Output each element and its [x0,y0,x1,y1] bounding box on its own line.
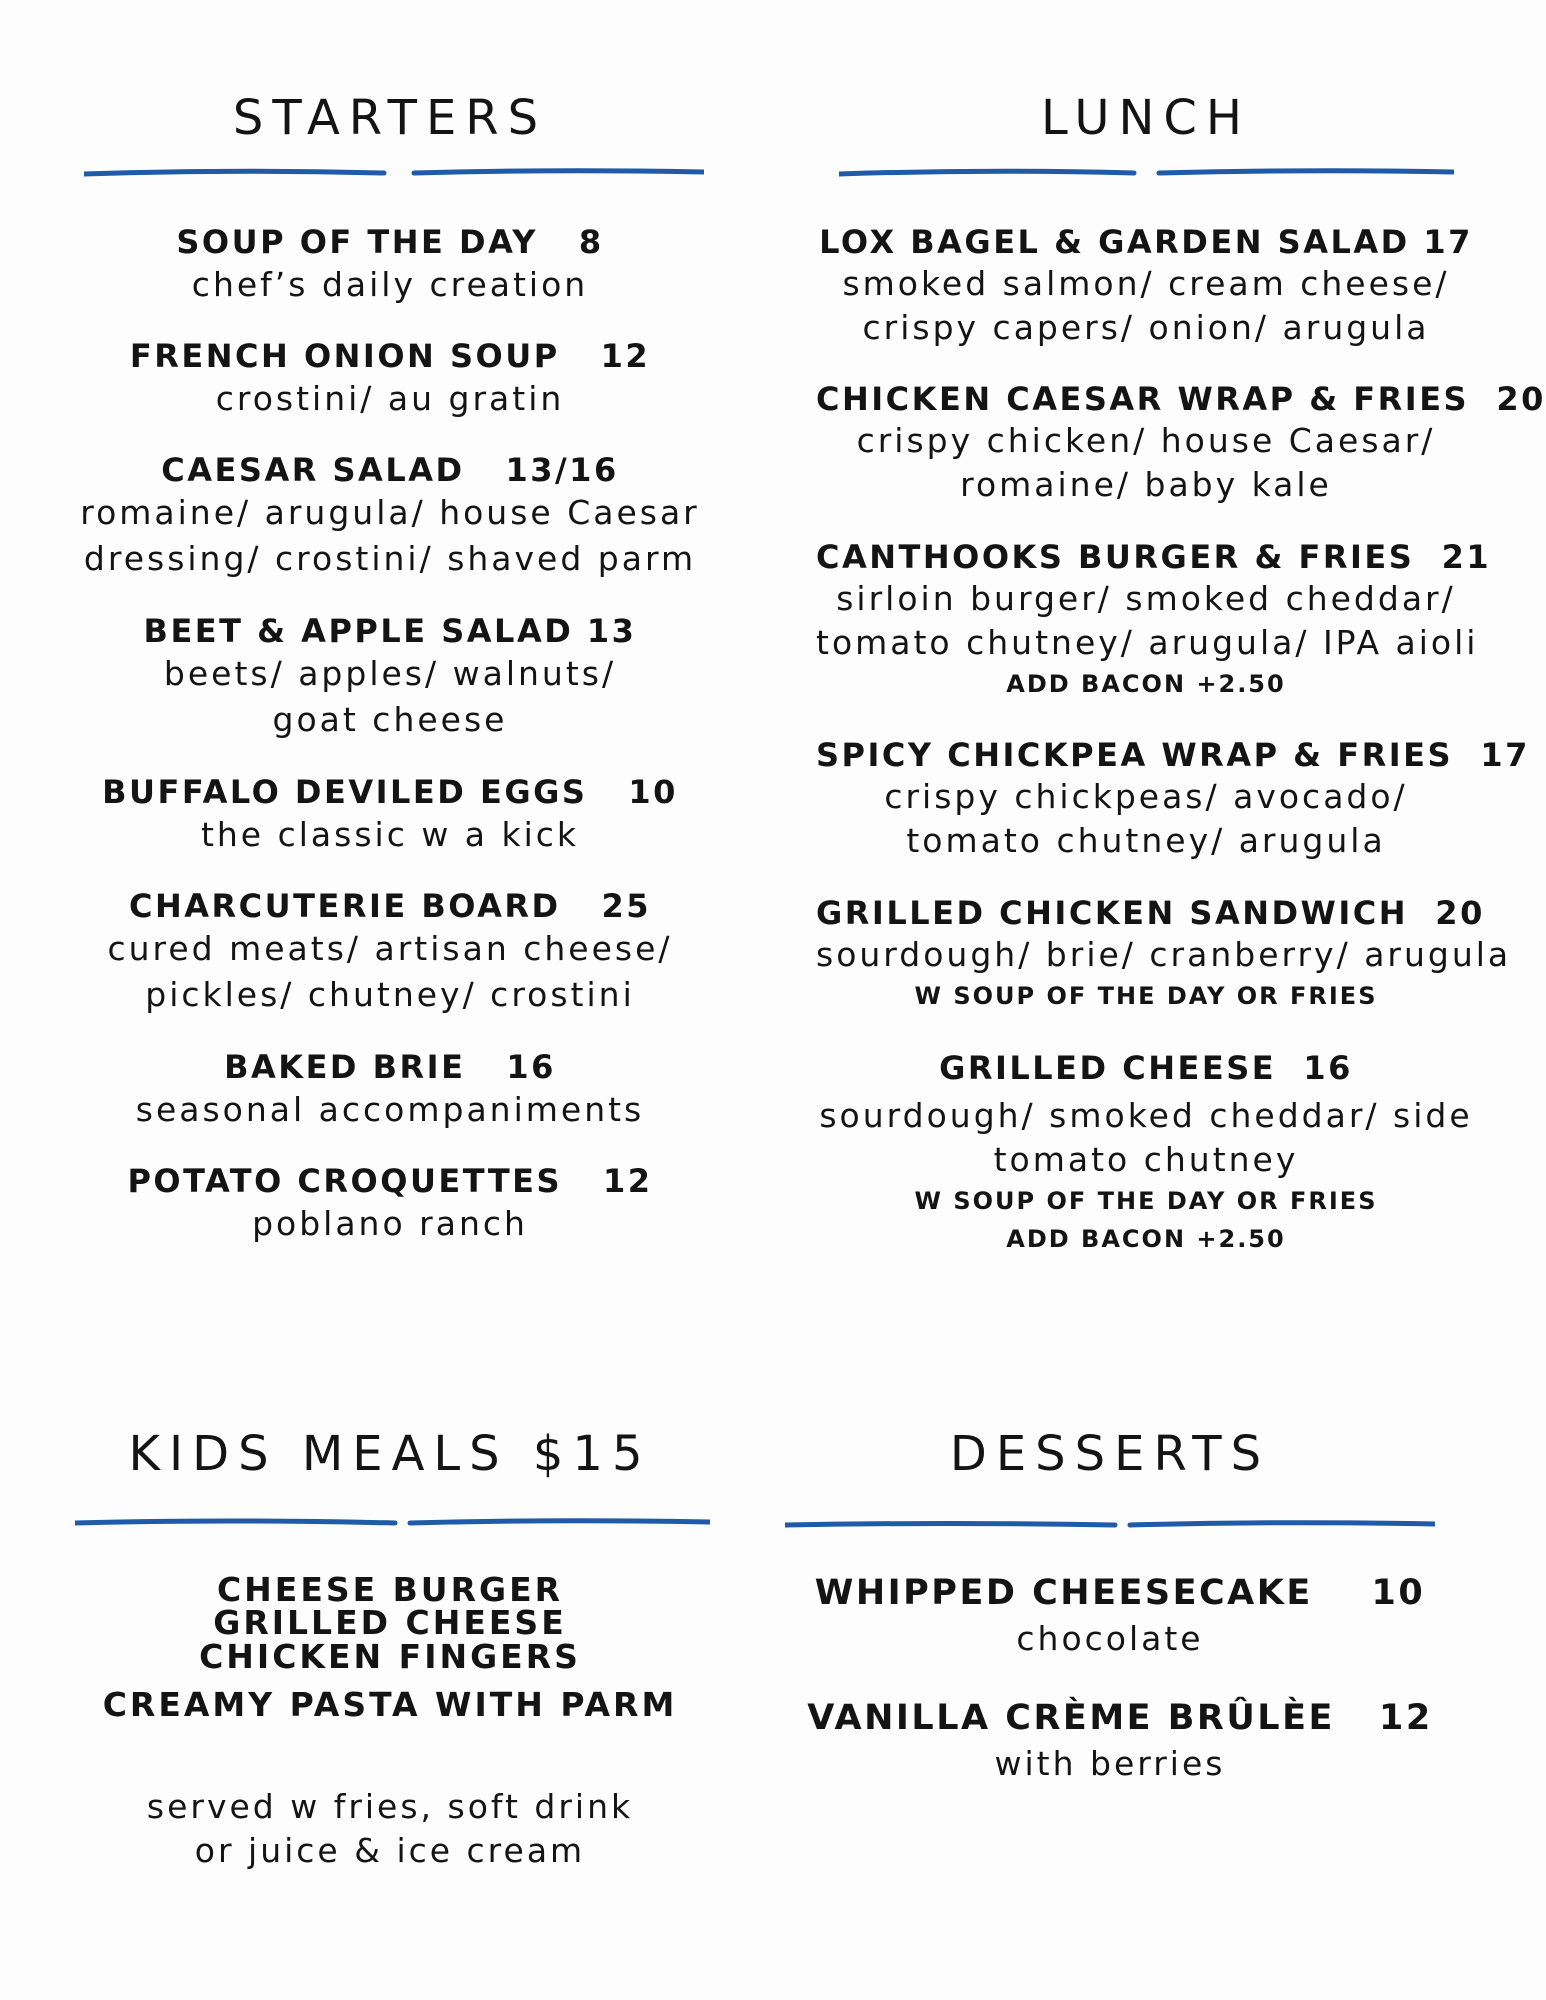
kids-divider [75,1517,710,1529]
item-name: BUFFALO DEVILED EGGS 10 [102,773,678,811]
desserts-section [780,1400,1440,1900]
kids-item: CREAMY PASTA WITH PARM [102,1685,678,1724]
kids-served-with: served w fries, soft drink or juice & ice cream [146,1787,634,1870]
item-description: sourdough/ smoked cheddar/ side tomato chutney [819,1096,1473,1179]
starter-item [70,222,710,308]
item-description: beets/ apples/ walnuts/ goat cheese [163,654,617,739]
item-name: GRILLED CHEESE 16 [939,1049,1353,1087]
item-name: SPICY CHICKPEA WRAP & FRIES 17 [816,736,1530,774]
item-description: smoked salmon/ cream cheese/ crispy capers/ onion/ arugula [842,264,1450,347]
item-note: W SOUP OF THE DAY OR FRIES [914,1187,1378,1215]
item-description: chocolate [1016,1619,1204,1658]
desserts-title: DESSERTS [949,1426,1271,1482]
item-name: BAKED BRIE 16 [224,1048,556,1086]
kids-item: CHEESE BURGER [216,1570,564,1609]
starter-item [70,450,710,582]
item-description: crostini/ au gratin [215,379,565,418]
starter-item [70,1161,710,1247]
item-name: CHARCUTERIE BOARD 25 [128,887,652,925]
item-description: crispy chickpeas/ avocado/ tomato chutney/ arugula [884,777,1408,860]
item-description: sourdough/ brie/ cranberry/ arugula [816,935,1512,974]
lunch-item [816,379,1546,507]
lunch-item [816,735,1530,863]
lunch-divider [839,167,1454,179]
item-description: poblano ranch [252,1204,528,1243]
item-name: BEET & APPLE SALAD 13 [143,612,637,650]
item-name: CANTHOOKS BURGER & FRIES 21 [816,538,1492,576]
dessert-item [780,1570,1440,1662]
desserts-divider [785,1519,1435,1531]
kids-item: GRILLED CHEESE [213,1603,567,1642]
lunch-title: LUNCH [1041,90,1251,146]
starters-divider [84,167,704,179]
item-description: the classic w a kick [200,815,580,854]
starter-item [70,1047,710,1133]
item-name: LOX BAGEL & GARDEN SALAD 17 [819,223,1473,261]
item-name: GRILLED CHICKEN SANDWICH 20 [816,894,1485,932]
starter-item [70,772,710,858]
item-name: VANILLA CRÈME BRÛLÈE 12 [807,1698,1433,1738]
item-description: crispy chicken/ house Caesar/ romaine/ baby kale [856,421,1436,504]
starter-item [70,886,710,1018]
starters-title: STARTERS [232,90,548,146]
item-name: POTATO CROQUETTES 12 [127,1162,653,1200]
item-description: with berries [994,1744,1226,1783]
kids-item: CHICKEN FINGERS [199,1637,581,1676]
item-note: ADD BACON +2.50 [1006,670,1286,698]
item-name: CHICKEN CAESAR WRAP & FRIES 20 [816,380,1546,418]
starter-item [70,611,710,743]
item-name: FRENCH ONION SOUP 12 [129,337,651,375]
item-description: cured meats/ artisan cheese/ pickles/ chutney/ crostini [107,929,673,1014]
dessert-item [780,1695,1440,1787]
item-note: W SOUP OF THE DAY OR FRIES [914,982,1378,1010]
item-description: seasonal accompaniments [135,1090,645,1129]
lunch-item [816,1048,1476,1258]
kids-section [70,1400,710,1900]
lunch-section [816,0,1546,1300]
item-name: WHIPPED CHEESECAKE 10 [814,1573,1426,1613]
lunch-item [816,222,1476,350]
kids-title: KIDS MEALS $15 [128,1426,652,1482]
item-description: sirloin burger/ smoked cheddar/ tomato chutney/ arugula/ IPA aioli [816,579,1479,662]
item-note: ADD BACON +2.50 [1006,1225,1286,1253]
item-name: SOUP OF THE DAY 8 [176,223,604,261]
lunch-item [816,537,1492,703]
item-name: CAESAR SALAD 13/16 [161,451,619,489]
lunch-item [816,893,1512,1015]
item-description: chef’s daily creation [191,265,589,304]
starters-section [70,0,710,1300]
starter-item [70,336,710,422]
item-description: romaine/ arugula/ house Caesar dressing/ crostini/ shaved parm [80,493,700,578]
